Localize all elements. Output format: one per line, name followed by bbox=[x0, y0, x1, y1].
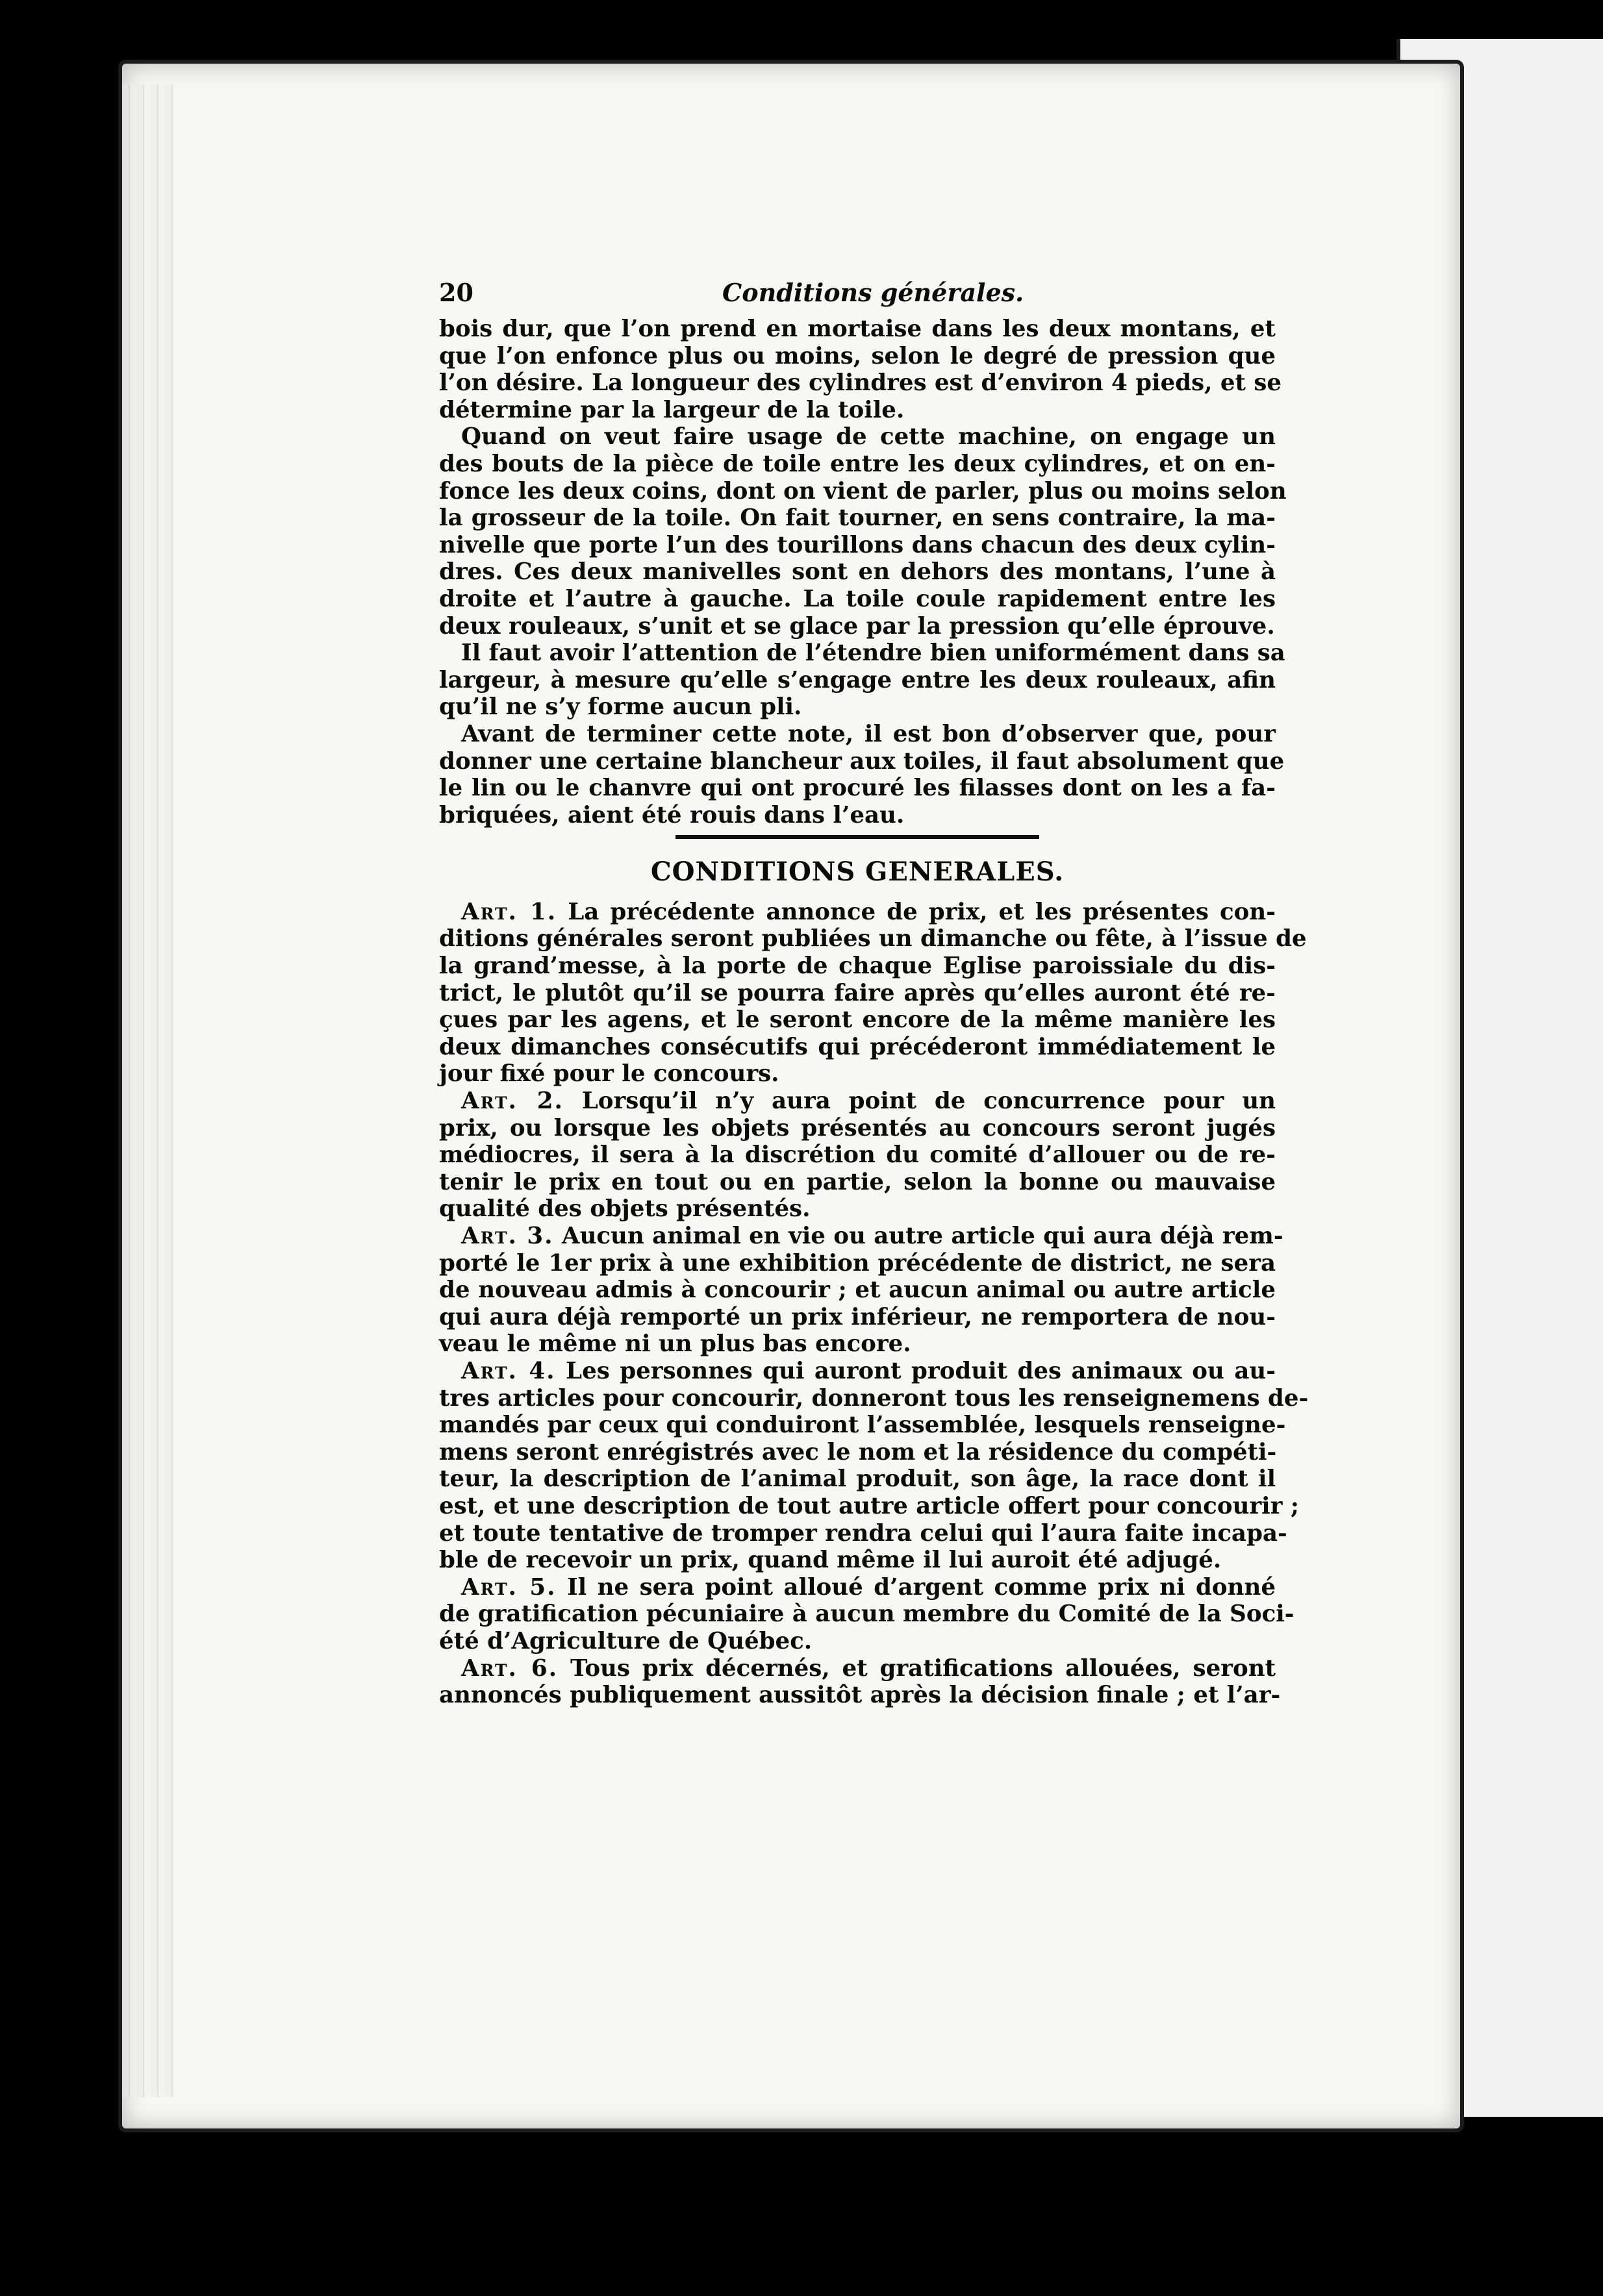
text-line: largeur, à mesure qu’elle s’engage entre les deux rouleaux, afin bbox=[439, 666, 1276, 693]
text-line: Quand on veut faire usage de cette machine, on engage un bbox=[461, 423, 1276, 451]
text-line: porté le 1er prix à une exhibition précédente de district, ne sera bbox=[439, 1249, 1276, 1277]
article-first-line: Lorsqu’il n’y aura point de concurrence pour un bbox=[581, 1088, 1276, 1115]
page-edge bbox=[122, 84, 174, 2097]
text-line bbox=[439, 1223, 1283, 1250]
text-line: prix, ou lorsque les objets présentés au concours seront jugés bbox=[439, 1114, 1276, 1142]
article-4 bbox=[439, 1357, 1309, 1574]
text-line: nivelle que porte l’un des tourillons dans chacun des deux cylin- bbox=[439, 531, 1276, 558]
text-line: Avant de terminer cette note, il est bon d’observer que, pour bbox=[461, 720, 1276, 747]
text-line: fonce les deux coins, dont on vient de parler, plus ou moins selon bbox=[439, 477, 1287, 505]
article-first-line: Il ne sera point alloué d’argent comme prix ni donné bbox=[567, 1573, 1276, 1601]
text-line: droite et l’autre à gauche. La toile coule rapidement entre les bbox=[439, 585, 1276, 612]
article-label: Art. 2. bbox=[461, 1088, 564, 1115]
article-2 bbox=[439, 1088, 1276, 1223]
text-line: bois dur, que l’on prend en mortaise dans les deux montans, et bbox=[439, 316, 1276, 342]
text-line: que l’on enfonce plus ou moins, selon le degré de pression que bbox=[439, 342, 1276, 369]
running-title: Conditions générales. bbox=[722, 278, 1024, 307]
text-line: deux rouleaux, s’unit et se glace par la pression qu’elle éprouve. bbox=[439, 612, 1275, 640]
text-line: veau le même ni un plus bas encore. bbox=[439, 1330, 911, 1358]
text-line: ditions générales seront publiées un dimanche ou fête, à l’issue de bbox=[439, 925, 1307, 953]
text-line: la grand’messe, à la porte de chaque Eglise paroissiale du dis- bbox=[439, 953, 1276, 980]
text-line: teur, la description de l’animal produit, son âge, la race dont il bbox=[439, 1466, 1276, 1493]
text-line: de gratification pécuniaire à aucun membre du Comité de la Soci- bbox=[439, 1601, 1294, 1628]
section-title: CONDITIONS GENERALES. bbox=[650, 856, 1065, 888]
section-divider bbox=[675, 835, 1039, 839]
article-3 bbox=[439, 1223, 1283, 1358]
text-line: est, et une description de tout autre article offert pour concourir ; bbox=[439, 1492, 1299, 1519]
text-line: qualité des objets présentés. bbox=[439, 1195, 811, 1223]
article-label: Art. 3. bbox=[461, 1223, 554, 1249]
article-6 bbox=[439, 1654, 1281, 1709]
articles bbox=[439, 898, 1309, 1709]
page-number: 20 bbox=[439, 278, 473, 307]
text-line bbox=[439, 1574, 1276, 1601]
article-label: Art. 1. bbox=[461, 898, 557, 925]
text-line: l’on désire. La longueur des cylindres est d’environ 4 pieds, et se bbox=[439, 369, 1282, 397]
text-line bbox=[439, 1655, 1276, 1682]
text-line: qui aura déjà remporté un prix inférieur, ne remportera de nou- bbox=[439, 1303, 1276, 1330]
article-first-line: Les personnes qui auront produit des animaux ou au- bbox=[566, 1357, 1276, 1384]
text-line bbox=[439, 899, 1276, 926]
article-label: Art. 4. bbox=[461, 1357, 556, 1384]
note-text bbox=[439, 316, 1287, 829]
text-line: jour fixé pour le concours. bbox=[439, 1060, 779, 1088]
text-line bbox=[439, 1358, 1276, 1385]
text-line: tres articles pour concourir, donneront tous les renseignemens de- bbox=[439, 1384, 1309, 1412]
text-line: trict, le plutôt qu’il se pourra faire après qu’elles auront été re- bbox=[439, 979, 1276, 1006]
text-line: deux dimanches consécutifs qui précéderont immédiatement le bbox=[439, 1033, 1276, 1060]
text-line: çues par les agens, et le seront encore de la même manière les bbox=[439, 1006, 1276, 1034]
text-line: mandés par ceux qui conduiront l’assemblée, lesquels renseigne- bbox=[439, 1412, 1286, 1439]
text-line: des bouts de la pièce de toile entre les deux cylindres, et on en- bbox=[439, 450, 1276, 477]
text-line: la grosseur de la toile. On fait tourner, en sens contraire, la ma- bbox=[439, 505, 1276, 532]
article-first-line: Aucun animal en vie ou autre article qui aura déjà rem- bbox=[561, 1223, 1283, 1249]
text-line: été d’Agriculture de Québec. bbox=[439, 1627, 813, 1654]
text-line bbox=[439, 1088, 1276, 1115]
page-content bbox=[439, 278, 1309, 1709]
text-line: annoncés publiquement aussitôt après la décision finale ; et l’ar- bbox=[439, 1682, 1281, 1709]
text-line: et toute tentative de tromper rendra celui qui l’aura faite incapa- bbox=[439, 1519, 1287, 1547]
text-line: de nouveau admis à concourir ; et aucun animal ou autre article bbox=[439, 1277, 1276, 1304]
text-line: détermine par la largeur de la toile. bbox=[439, 396, 905, 423]
text-line: le lin ou le chanvre qui ont procuré les filasses dont on les a fa- bbox=[439, 775, 1276, 802]
article-first-line: Tous prix décernés, et gratifications allouées, seront bbox=[570, 1654, 1276, 1682]
article-first-line: La précédente annonce de prix, et les présentes con- bbox=[568, 898, 1276, 925]
text-line: qu’il ne s’y forme aucun pli. bbox=[439, 693, 802, 721]
page-header bbox=[439, 279, 1276, 316]
text-line: ble de recevoir un prix, quand même il lui auroit été adjugé. bbox=[439, 1547, 1222, 1574]
text-line: dres. Ces deux manivelles sont en dehors des montans, l’une à bbox=[439, 558, 1276, 586]
article-label: Art. 6. bbox=[461, 1654, 558, 1682]
text-line: médiocres, il sera à la discrétion du comité d’allouer ou de re- bbox=[439, 1142, 1276, 1169]
text-line: donner une certaine blancheur aux toiles, il faut absolument que bbox=[439, 747, 1285, 775]
text-line: mens seront enrégistrés avec le nom et la résidence du compéti- bbox=[439, 1438, 1277, 1466]
article-5 bbox=[439, 1573, 1294, 1655]
text-line: tenir le prix en tout ou en partie, selon la bonne ou mauvaise bbox=[439, 1168, 1276, 1195]
text-line: briquées, aient été rouis dans l’eau. bbox=[439, 801, 905, 829]
article-label: Art. 5. bbox=[461, 1573, 557, 1601]
article-1 bbox=[439, 898, 1307, 1088]
text-line: Il faut avoir l’attention de l’étendre bien uniformément dans sa bbox=[461, 640, 1285, 667]
